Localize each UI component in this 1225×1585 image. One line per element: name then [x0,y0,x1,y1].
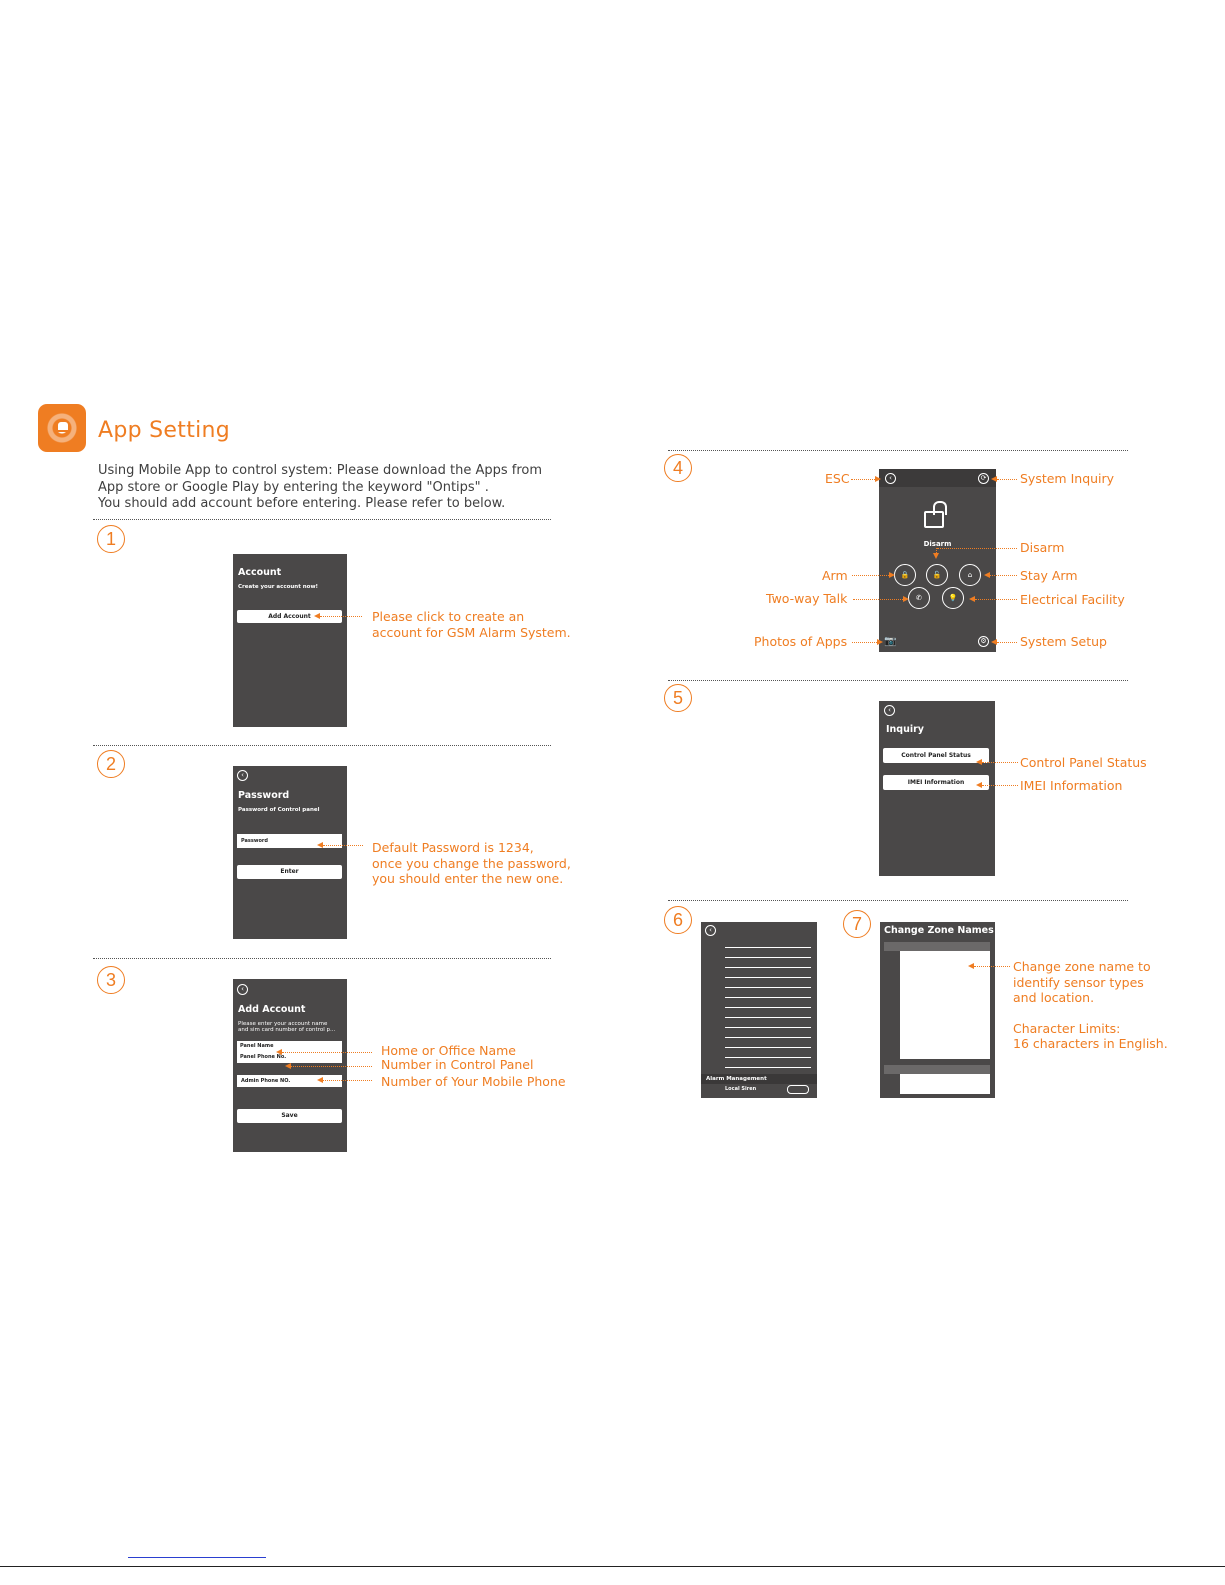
arrow-icon [877,639,883,645]
label-system-inquiry: System Inquiry [1020,471,1115,486]
label-disarm: Disarm [1020,540,1065,555]
list-item[interactable] [725,1058,811,1068]
control-screen [879,469,996,652]
label-electrical-facility: Electrical Facility [1020,592,1125,607]
divider [93,745,551,746]
label-system-setup: System Setup [1020,634,1107,649]
divider [93,519,551,520]
step1-note [372,609,571,640]
inquiry-screen [879,701,995,876]
button-label: Control Panel Status [901,752,971,759]
panel-phone-field[interactable]: Panel Phone No. [240,1054,287,1060]
panel-name-field[interactable]: Panel Name [240,1043,274,1049]
label-arm: Arm [822,568,848,583]
label-stay-arm: Stay Arm [1020,568,1078,583]
arrow-icon [875,476,881,482]
list-item[interactable] [725,988,811,998]
step-number: 6 [664,906,692,934]
label-esc: ESC [825,471,850,486]
step-number: 2 [97,750,125,778]
local-siren-label: Local Siren [725,1086,757,1092]
footer-link-underline [128,1557,266,1558]
intro-line: App store or Google Play by entering the keyword "Ontips" . [98,479,489,495]
note-line: once you change the password, [372,855,571,871]
leader-line [990,575,1017,576]
step-number: 3 [97,966,125,994]
step3-note-panel-number: Number in Control Panel [381,1057,534,1072]
list-item[interactable] [725,1028,811,1038]
arm-button[interactable]: 🔒 [894,564,916,586]
note-line: 16 characters in English. [1013,1036,1168,1051]
back-icon[interactable]: ‹ [237,770,248,781]
step-number: 1 [97,525,125,553]
list-item[interactable] [725,948,811,958]
leader-line [997,642,1017,643]
leader-line [323,845,363,846]
section-header: Alarm Management [701,1074,817,1084]
leader-line [320,616,362,617]
esc-icon[interactable]: ‹ [885,473,896,484]
gear-icon[interactable]: ⚙ [978,636,989,647]
arrow-icon [889,572,895,578]
screen-subtitle [238,1021,335,1033]
leader-line [974,966,1010,967]
step-number: 4 [664,454,692,482]
stay-arm-button[interactable]: ⌂ [959,564,981,586]
add-account-button[interactable]: Add Account [237,610,342,623]
divider [668,450,1128,451]
page-title: App Setting [98,418,231,443]
two-way-talk-button[interactable]: ✆ [908,587,930,609]
step-number: 7 [843,910,871,938]
intro-line: You should add account before entering. Please refer to below. [98,496,506,511]
screen-title: Password [238,790,290,801]
spacer [1013,1006,1168,1021]
note-line: Change zone name to [1013,959,1151,974]
note-line: and location. [1013,990,1095,1005]
list-item[interactable] [725,968,811,978]
settings-list [725,938,811,1078]
divider [93,958,551,959]
leader-line [852,575,889,576]
zone-list[interactable] [900,1074,990,1094]
screen-subtitle: Create your account now! [238,584,319,590]
screen-title: Change Zone Names [884,925,994,936]
zone-list[interactable] [900,951,990,1059]
admin-phone-field[interactable]: Admin Phone NO. [237,1075,342,1087]
screen-title: Add Account [238,1004,306,1015]
arrow-icon [903,596,909,602]
note-line: you should enter the new one. [372,871,564,886]
back-icon[interactable]: ‹ [705,925,716,936]
leader-line [851,479,875,480]
footer-rule [0,1566,1225,1567]
save-button[interactable]: Save [237,1109,342,1123]
step3-note-admin-phone: Number of Your Mobile Phone [381,1074,566,1089]
password-screen [233,766,347,939]
note-line: identify sensor types [1013,974,1144,990]
intro-line: Using Mobile App to control system: Please download the Apps from [98,463,543,478]
step7-note [1013,959,1168,1052]
zone-group-header [884,942,990,951]
step2-note [372,840,571,887]
list-item[interactable] [725,1038,811,1048]
electrical-facility-button[interactable]: 💡 [942,587,964,609]
refresh-icon[interactable]: ⟳ [978,473,989,484]
list-item[interactable] [725,958,811,968]
note-line: account for GSM Alarm System. [372,624,571,640]
leader-line [282,1052,372,1053]
camera-icon[interactable]: 📷 [884,636,897,647]
list-item[interactable] [725,978,811,988]
zone-group-header [884,1065,990,1074]
leader-line [323,1080,372,1081]
disarm-button[interactable]: 🔓 [926,564,948,586]
note-line: Default Password is 1234, [372,840,534,855]
label-imei-information: IMEI Information [1020,778,1123,793]
subtitle-line: Please enter your account name [238,1021,328,1027]
zone-names-screen [880,922,995,1098]
imei-information-button[interactable] [883,775,989,790]
control-panel-status-button[interactable] [883,748,989,763]
unlock-shackle [933,501,947,515]
lock-icon [56,420,70,432]
password-field[interactable]: Password [237,834,342,848]
subtitle-line: and sim card number of control p... [238,1027,336,1033]
label-control-panel-status: Control Panel Status [1020,755,1147,770]
leader-line [291,1066,372,1067]
screen-subtitle: Password of Control panel [238,807,320,813]
leader-line [853,599,903,600]
label-two-way-talk: Two-way Talk [766,591,848,606]
leader-line [937,548,1017,549]
list-item[interactable] [725,998,811,1008]
back-icon[interactable]: ‹ [884,705,895,716]
list-item[interactable] [725,1018,811,1028]
button-label: IMEI Information [907,779,965,786]
leader-line [982,785,1018,786]
settings-screen [701,922,817,1098]
back-icon[interactable]: ‹ [237,984,248,995]
divider [668,680,1128,681]
enter-button[interactable]: Enter [237,865,342,879]
note-line: Please click to create an [372,609,525,624]
step-number: 5 [664,684,692,712]
leader-line [997,479,1017,480]
arrow-icon [933,553,939,559]
status-text: Disarm [923,540,952,548]
local-siren-toggle[interactable] [787,1085,809,1094]
list-item[interactable] [725,1008,811,1018]
label-photos: Photos of Apps [754,634,848,649]
divider [668,900,1128,901]
list-item[interactable] [725,1048,811,1058]
leader-line [982,762,1018,763]
note-line: Character Limits: [1013,1020,1121,1036]
list-item[interactable] [725,938,811,948]
leader-line [852,642,877,643]
leader-line [975,599,1017,600]
intro-text [98,463,568,513]
screen-title: Inquiry [886,724,924,735]
step3-note-panel-name: Home or Office Name [381,1043,516,1058]
account-screen [233,554,347,727]
screen-title: Account [238,567,282,578]
